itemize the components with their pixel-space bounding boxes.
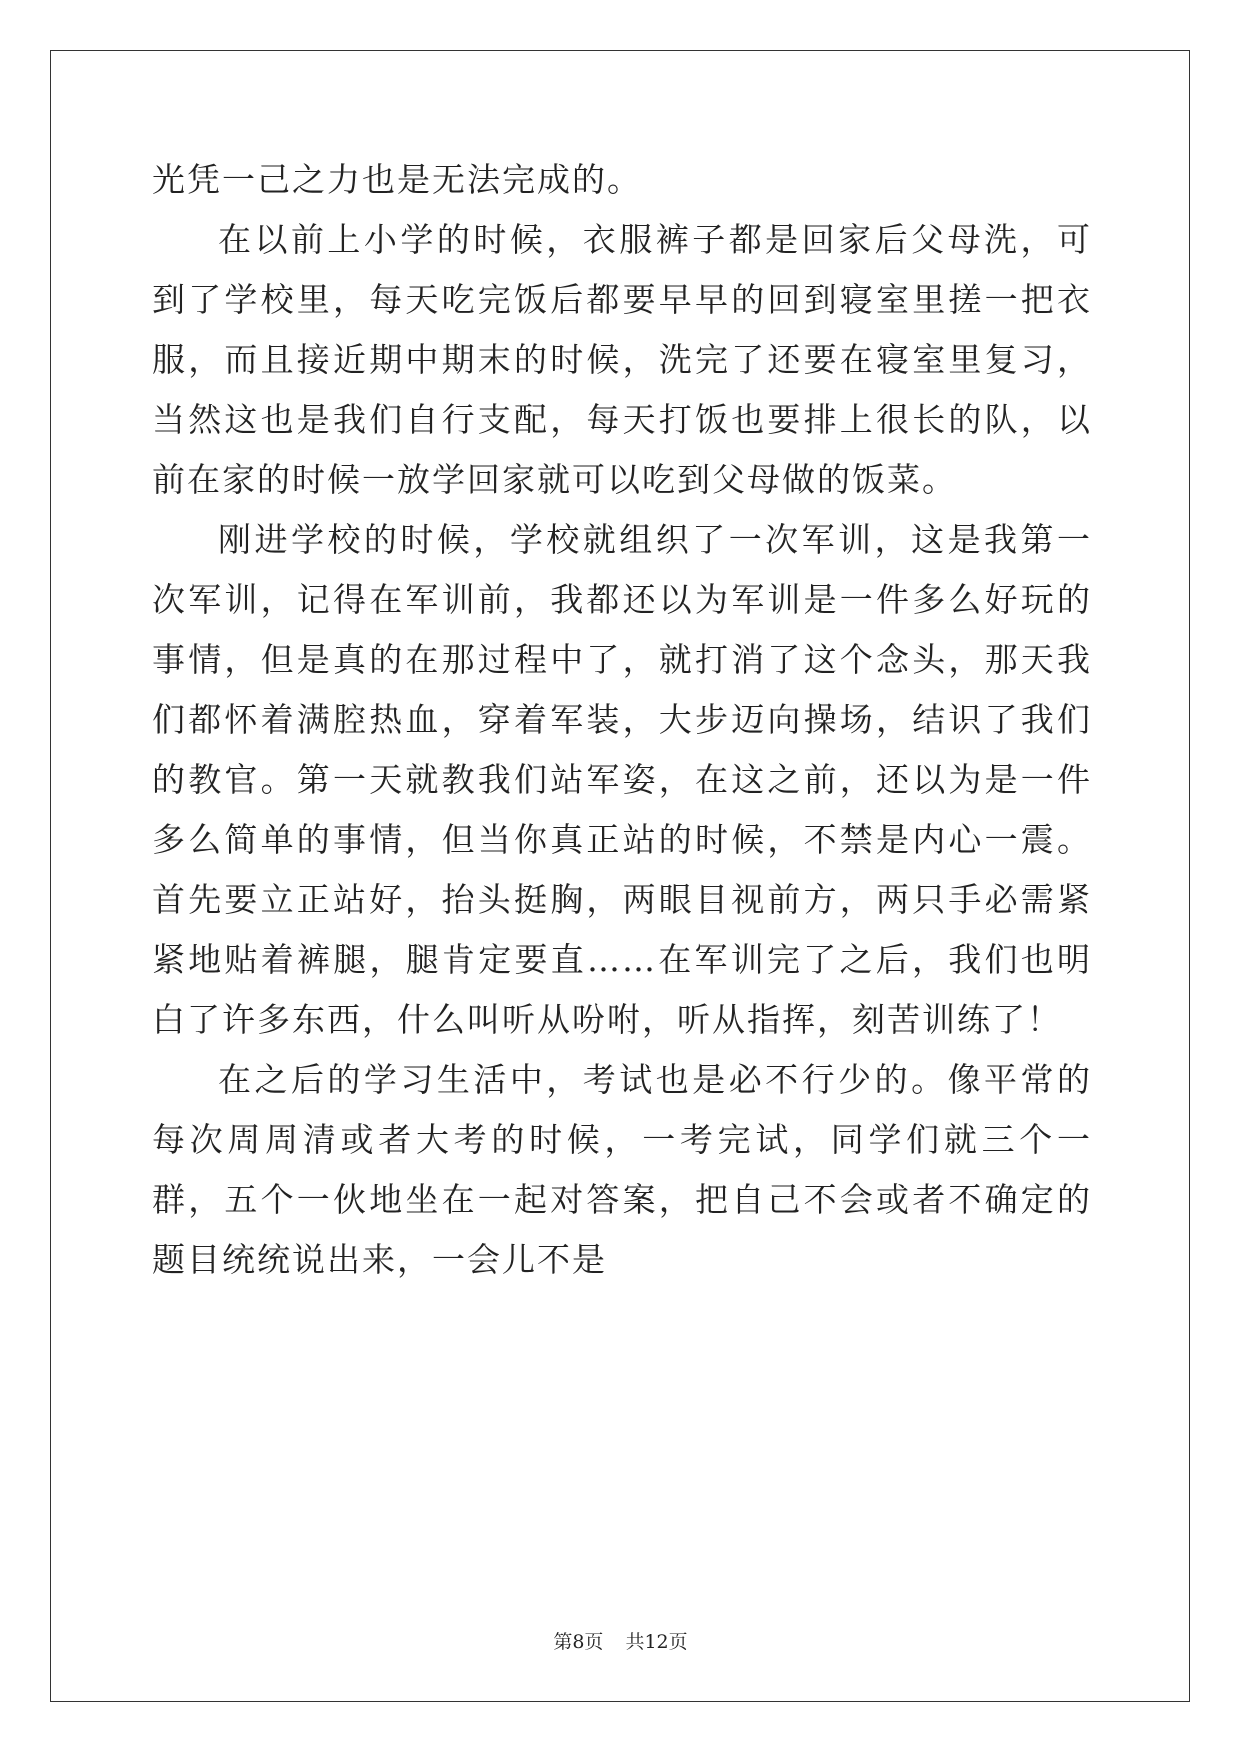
paragraph-4: 在之后的学习生活中，考试也是必不行少的。像平常的每次周周清或者大考的时候，一考完试，同学们就三个一群，五个一伙地坐在一起对答案，把自己不会或者不确定的题目统统说出来，一会儿不是 (152, 1060, 1092, 1279)
paragraph-3: 刚进学校的时候，学校就组织了一次军训，这是我第一次军训，记得在军训前，我都还以为军训是一件多么好玩的事情，但是真的在那过程中了，就打消了这个念头，那天我们都怀着满腔热血，穿着军装，大步迈向操场，结识了我们的教官。第一天就教我们站军姿，在这之前，还以为是一件多么简单的事情，但当你真正站的时候，不禁是内心一震。首先要立正站好，抬头挺胸，两眼目视前方，两只手必需紧紧地贴着裤腿，腿肯定要直……在军训完了之后，我们也明白了许多东西，什么叫听从吩咐，听从指挥，刻苦训练了！ (152, 520, 1092, 1039)
page-number: 第8页 (553, 1631, 604, 1653)
page-total: 共12页 (625, 1631, 688, 1653)
page-footer (0, 1627, 1241, 1654)
paragraph-2: 在以前上小学的时候，衣服裤子都是回家后父母洗，可到了学校里，每天吃完饭后都要早早的回到寝室里搓一把衣服，而且接近期中期末的时候，洗完了还要在寝室里复习，当然这也是我们自行支配，每天打饭也要排上很长的队，以前在家的时候一放学回家就可以吃到父母做的饭菜。 (152, 220, 1092, 499)
document-body (152, 150, 1092, 1290)
paragraph-1: 光凭一己之力也是无法完成的。 (152, 160, 642, 199)
